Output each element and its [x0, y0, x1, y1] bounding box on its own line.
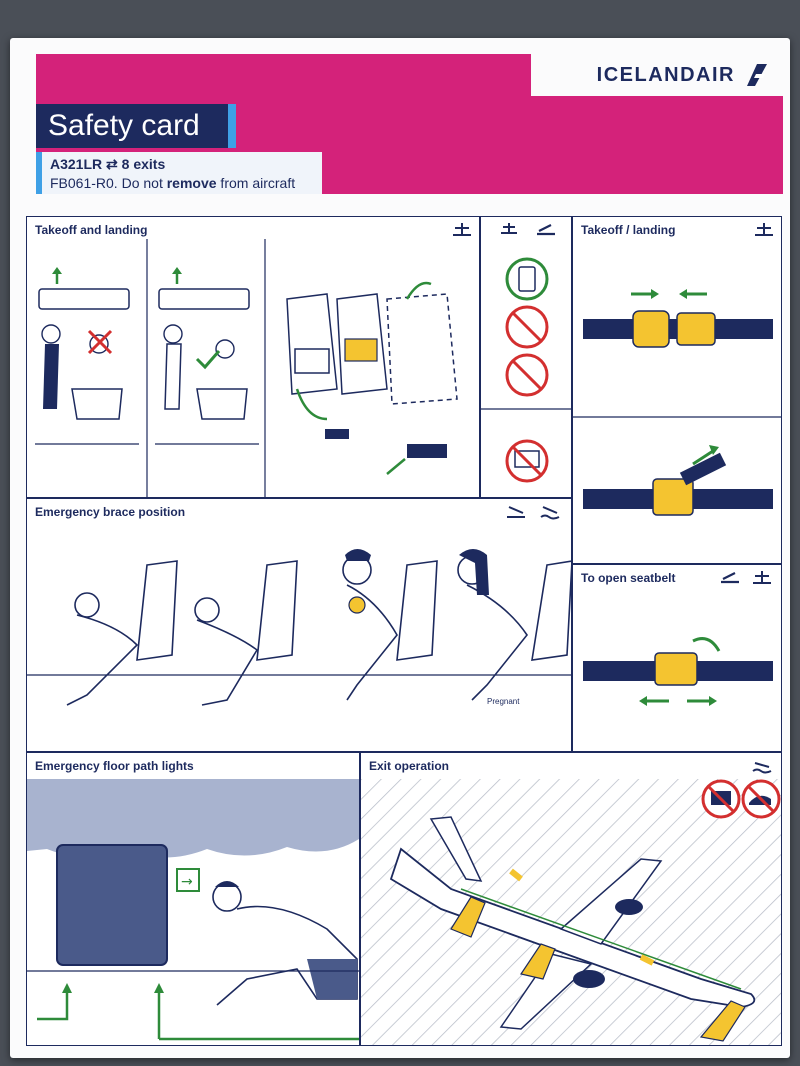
water-landing-icon: [539, 503, 561, 521]
takeoff-landing-title: Takeoff and landing: [35, 223, 148, 237]
floor-lights-illustration: [27, 779, 359, 1045]
devices-panel: [480, 216, 572, 498]
pregnant-label: Pregnant: [487, 697, 520, 706]
brace-illustrations: [27, 525, 571, 751]
card-code-emphasis: remove: [166, 175, 217, 191]
svg-text:→: →: [181, 874, 193, 890]
card-code-line: [50, 175, 314, 191]
water-landing-icon: [505, 503, 527, 521]
card-code: FB061-R0. Do not: [50, 175, 167, 191]
header-banner: [36, 54, 783, 194]
device-rules: [481, 239, 571, 497]
aircraft-info: [36, 152, 322, 194]
seatbelt-open-illustration: [573, 589, 781, 753]
brand-logo: [531, 54, 783, 96]
plane-landing-icon: [719, 569, 741, 585]
plane-landing-icon: [535, 221, 557, 237]
brand-wing-icon: [743, 62, 769, 88]
title-box: [36, 104, 236, 148]
page-title: Safety card: [48, 109, 200, 142]
aircraft-model: A321LR: [50, 156, 103, 172]
brace-position-title: Emergency brace position: [35, 505, 186, 519]
floor-lights-panel: [26, 752, 360, 1046]
card-code-suffix: from aircraft: [216, 175, 296, 191]
seatbelt-fasten-panel: [572, 216, 782, 564]
plane-takeoff-icon: [753, 221, 775, 239]
exit-operation-illustration: [361, 779, 781, 1045]
instruction-grid: [26, 216, 782, 1046]
takeoff-slash-landing-title: Takeoff / landing: [581, 223, 676, 237]
open-seatbelt-title: To open seatbelt: [581, 571, 676, 585]
plane-takeoff-icon: [751, 569, 773, 587]
plane-takeoff-icon: [499, 221, 519, 237]
takeoff-illustrations: [27, 239, 479, 497]
aircraft-line: [50, 156, 314, 173]
safety-card: [10, 38, 790, 1058]
floor-lights-title: Emergency floor path lights: [35, 759, 194, 773]
exchange-arrows-icon: ⇄: [106, 156, 122, 172]
exit-count: 8 exits: [121, 156, 166, 172]
brand-name: ICELANDAIR: [596, 63, 735, 86]
seatbelt-open-panel: [572, 564, 782, 752]
plane-takeoff-icon: [451, 221, 473, 239]
exit-operation-panel: [360, 752, 782, 1046]
brace-position-panel: [26, 498, 572, 752]
takeoff-landing-panel: [26, 216, 480, 498]
water-landing-icon: [751, 757, 773, 775]
seatbelt-fasten-illustration: [573, 239, 781, 563]
exit-operation-title: Exit operation: [369, 759, 450, 773]
